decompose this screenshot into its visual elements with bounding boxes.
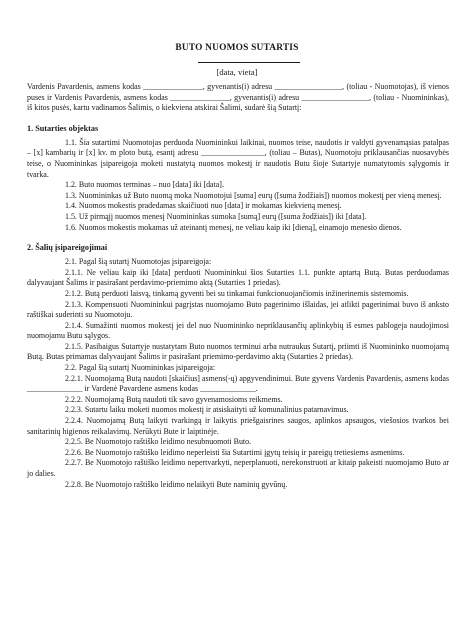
document-body [27,82,449,490]
clause-1-1: 1.1. Šia sutartimi Nuomotojas perduoda Nuomininkui laikinai, nuomos teise, naudotis ir valdyti gyvenamąsias patalpas – [x] kambarių ir [x] kv. m ploto butą, esantį adresu ________________, (toliau – Butas), Nuomotoju priklausančias nuosavybės teise, o Nuomininkas įsipareigoja moketi nustatytą nuomos mokestį ir naudotis Butu šioje Sutartyje numatytomis sąlygomis ir tvarka. [27,137,449,179]
date-place: [data, vieta] [216,67,258,77]
clause-2-1: 2.1. Pagal šią sutartį Nuomotojas įsipareigoja: [65,257,212,267]
clause-1-6: 1.6. Nuomos mokestis mokamas už ateinantį menesį, ne veliau kaip iki [dieną], einamojo menesio dienos. [65,222,402,232]
clause-2-1-1: 2.1.1. Ne veliau kaip iki [data] perduoti Nuomininkui šios Sutarties 1.1. punkte aptartą Butą. Butas perduodamas dalyvaujant Šalims ir pasirašant perdavimo-priemimo aktą (Sutarties 1 priedas). [27,267,449,288]
document-title: BUTO NUOMOS SUTARTIS [175,43,299,53]
clause-1-5: 1.5. Už pirmąjį nuomos menesį Nuomininkas sumoka [sumą] eurų ([suma žodžiais]) iki [data]. [65,211,367,221]
clause-2-2-5: 2.2.5. Be Nuomotojo raštiško leidimo nesubnuomoti Buto. [65,437,252,447]
section-1-heading: 1. Sutarties objektas [27,123,99,133]
clause-2-1-3: 2.1.3. Kompensuoti Nuomininkui pagrįstas nuomojamo Buto pagerinimo išlaidas, jei atlikti pagerinimai buvo iš anksto raštiškai suderinti su Nuomotoju. [27,299,449,320]
clause-2-2: 2.2. Pagal šią sutartį Nuomininkas įsipareigoja: [65,363,216,373]
clause-2-2-3: 2.2.3. Sutartu laiku moketi nuomos mokestį ir atsiskaityti už komunalinius patarnavimus. [65,405,349,415]
clause-2-2-7: 2.2.7. Be Nuomotojo raštiško leidimo nepertvarkyti, neperplanuoti, nerekonstruoti ar kitaip pakeisti nuomojamo Buto ar jo dalies. [27,458,449,478]
clause-1-2: 1.2. Buto nuomos terminas – nuo [data] iki [data]. [65,180,224,190]
section-2-heading: 2. Šalių įsipareigojimai [27,243,108,253]
clause-1-4: 1.4. Nuomos mokestis pradedamas skaičiuoti nuo [data] ir mokamas kiekvieną menesį. [65,201,342,211]
clause-2-1-4: 2.1.4. Sumažinti nuomos mokestį jei del nuo Nuomininko nepriklausančių aplinkybių iš esmes pablogeja naudojimosi nuomojamu Butu sąlygos. [27,320,449,341]
clause-2-1-5: 2.1.5. Pasibaigus Sutartyje nustatytam Buto nuomos terminui arba nutraukus Sutartį, priimti iš Nuomininko nuomojamą Butą. Butas primamas dalyvaujant Šalims ir pasirašant priemimo-perdavimo aktą (Sutarties 2 priedas). [27,341,449,362]
date-place-line [198,62,300,63]
intro-paragraph: Vardenis Pavardenis, asmens kodas _______________, gyvenantis(i) adresu _________________, (toliau - Nuomotojas), iš vienos puses ir Vardenis Pavardenis, asmens kodas _______________, gyvenantis(i) adresu _________________, (toliau - Nuomininkas), iš kitos pusės, kartu vadinamos Šalimis, o kiekviena atskirai Šalimi, sudarė šią Sutartį: [27,82,449,113]
clause-2-2-2: 2.2.2. Nuomojamą Butą naudoti tik savo gyvenamosioms reikmems. [65,394,283,404]
clause-2-2-8: 2.2.8. Be Nuomotojo raštiško leidimo nelaikyti Bute naminių gyvūnų. [65,479,288,489]
clause-2-2-4: 2.2.4. Nuomojamą Butą laikyti tvarkingą ir laikytis priešgaisrines saugos, aplinkos apsaugos, viešosios tvarkos bei sanitarinių higienos reikalavimų. Nerūkyti Bute ir laiptinėje. [27,416,449,436]
clause-2-1-2: 2.1.2. Butą perduoti laisvą, tinkamą gyventi bei su tinkamai funkcionuojančiomis inžinerinemis sistemomis. [65,288,409,298]
clause-2-2-6: 2.2.6. Be Nuomotojo raštiško leidimo neperleisti šia Sutartimi įgytų teisių ir pareigų tretiesiems asmenims. [65,447,405,457]
clause-1-3: 1.3. Nuomininkas už Buto nuomą moka Nuomotojui [suma] eurų ([suma žodžiais]) nuomos mokestį per vieną menesį. [65,190,442,200]
clause-2-2-1: 2.2.1. Nuomojamą Butą naudoti [skaičius] asmens(-ų) apgyvendinimui. Bute gyvens Vardenis Pavardenis, asmens kodas ______________ ir Vardenė Pavardene asmens kodas ______________. [27,373,449,394]
